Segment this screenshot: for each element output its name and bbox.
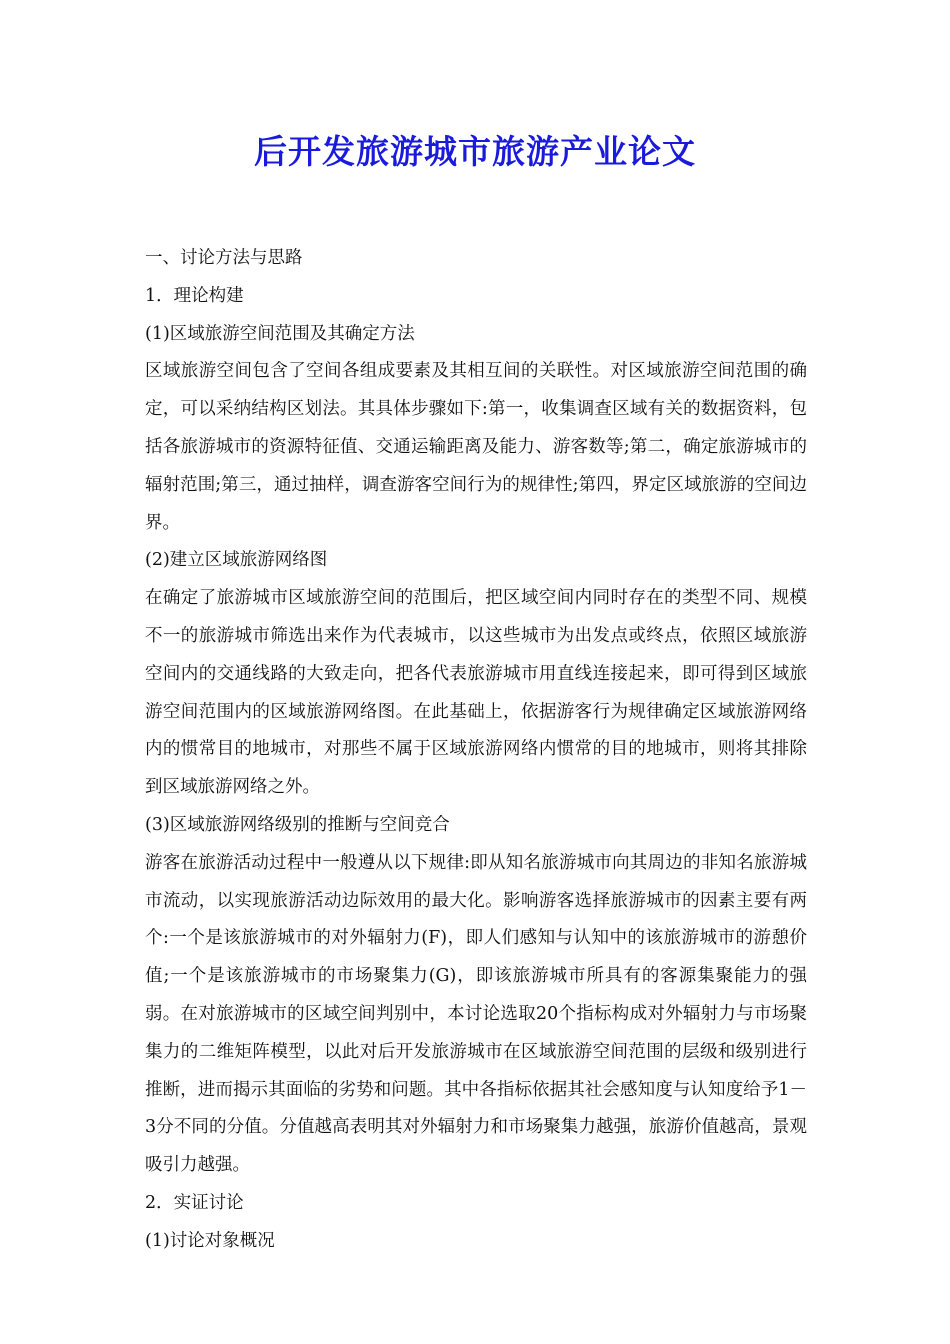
subsection-heading: 1．理论构建 [145, 285, 244, 306]
paragraph: 游客在旅游活动过程中一般遵从以下规律:即从知名旅游城市向其周边的非知名旅游城市流动，以实现旅游活动边际效用的最大化。影响游客选择旅游城市的因素主要有两个:一个是该旅游城市的对外辐射力(F)，即人们感知与认知中的该旅游城市的游憩价值;一个是该旅游城市的市场聚集力(G)，即该旅游城市所具有的客源集聚能力的强弱。在对旅游城市的区域空间判别中，本讨论选取20个指标构成对外辐射力与市场聚集力的二维矩阵模型，以此对后开发旅游城市在区域旅游空间范围的层级和级别进行推断，进而揭示其面临的劣势和问题。其中各指标依据其社会感知度与认知度给予1－3分不同的分值。分值越高表明其对外辐射力和市场聚集力越强，旅游价值越高，景观吸引力越强。 [145, 852, 807, 1176]
item-heading: (1)区域旅游空间范围及其确定方法 [145, 323, 415, 344]
document-body [145, 240, 807, 1261]
item-heading: (3)区域旅游网络级别的推断与空间竞合 [145, 814, 450, 835]
item-heading: (2)建立区域旅游网络图 [145, 550, 328, 571]
document-title: 后开发旅游城市旅游产业论文 [254, 132, 696, 171]
paragraph: 在确定了旅游城市区域旅游空间的范围后，把区域空间内同时存在的类型不同、规模不一的旅游城市筛选出来作为代表城市，以这些城市为出发点或终点，依照区域旅游空间内的交通线路的大致走向，把各代表旅游城市用直线连接起来，即可得到区域旅游空间范围内的区域旅游网络图。在此基础上，依据游客行为规律确定区域旅游网络内的惯常目的地城市，对那些不属于区域旅游网络内惯常的目的地城市，则将其排除到区域旅游网络之外。 [145, 588, 807, 798]
section-heading: 一、讨论方法与思路 [145, 248, 303, 268]
item-heading: (1)讨论对象概况 [145, 1230, 275, 1251]
subsection-heading: 2．实证讨论 [145, 1192, 244, 1213]
paragraph: 区域旅游空间包含了空间各组成要素及其相互间的关联性。对区域旅游空间范围的确定，可以采纳结构区划法。其具体步骤如下:第一，收集调查区域有关的数据资料，包括各旅游城市的资源特征值、交通运输距离及能力、游客数等;第二，确定旅游城市的辐射范围;第三，通过抽样，调查游客空间行为的规律性;第四，界定区域旅游的空间边界。 [145, 361, 807, 533]
